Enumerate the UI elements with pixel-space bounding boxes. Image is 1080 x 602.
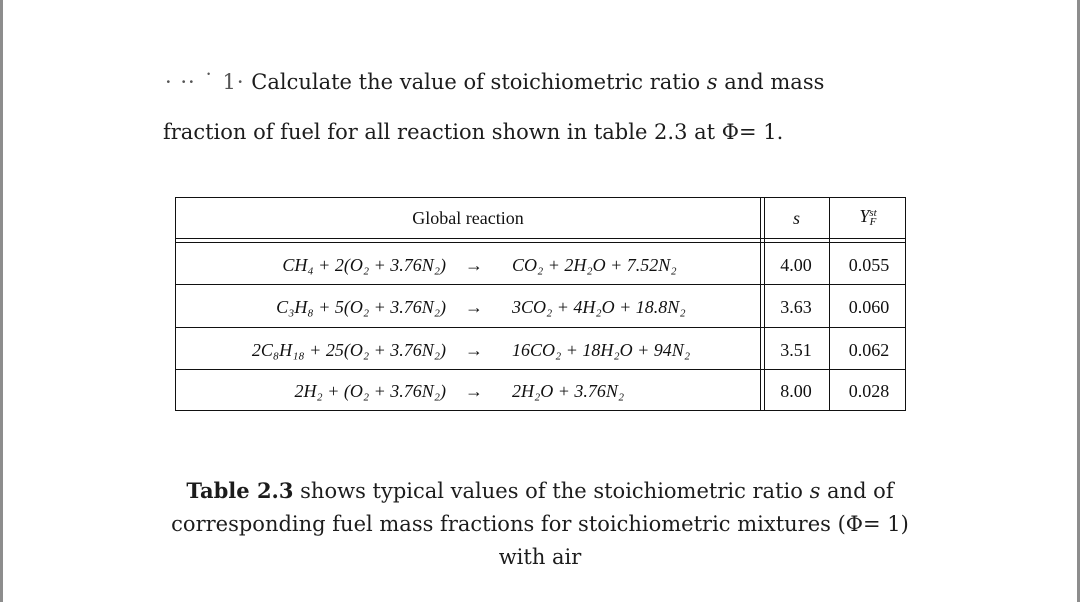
- row-1-arrow: →: [465, 255, 483, 275]
- row-2-products: 3CO₂ + 4H₂O + 18.8N₂: [512, 297, 686, 317]
- caption-table-label: Table 2.3: [186, 478, 294, 503]
- row-2-y: 0.060: [848, 297, 890, 317]
- row-2-s: 3.63: [780, 297, 812, 317]
- row-4-y: 0.028: [848, 381, 890, 401]
- header-y-fuel-mass-fraction: Y st F: [859, 206, 877, 228]
- caption-line-2: corresponding fuel mass fractions for stoichiometric mixtures (Φ= 1): [171, 512, 909, 536]
- question-line-1: [165, 70, 824, 94]
- table-caption: [150, 474, 930, 574]
- caption-s-symbol: s: [809, 479, 821, 503]
- row-4-arrow: →: [465, 381, 483, 401]
- column-rule-3: [829, 198, 830, 410]
- header-global-reaction: Global reaction: [412, 208, 524, 228]
- row-4-products: 2H₂O + 3.76N₂: [512, 381, 625, 401]
- header-rule-2: [176, 242, 905, 243]
- column-rule-1: [760, 198, 761, 410]
- question-text-b: and mass: [717, 70, 825, 94]
- header-s: s: [792, 208, 800, 228]
- row-rule-1: [176, 284, 905, 285]
- row-3-s: 3.51: [780, 340, 812, 360]
- row-3-arrow: →: [465, 340, 483, 360]
- row-4-reactants: 2H₂ + (O₂ + 3.76N₂): [294, 381, 446, 401]
- question-s-symbol: s: [706, 70, 718, 94]
- caption-line-3: with air: [498, 545, 582, 569]
- question-line-2: fraction of fuel for all reaction shown in table 2.3 at Φ= 1.: [163, 120, 784, 144]
- left-frame-border: [0, 0, 3, 602]
- row-1-products: CO₂ + 2H₂O + 7.52N₂: [512, 255, 677, 275]
- reaction-table: [175, 197, 906, 411]
- row-4-s: 8.00: [780, 381, 812, 401]
- row-2-reactants: C₃H₈ + 5(O₂ + 3.76N₂): [276, 297, 446, 317]
- row-1-reactants: CH₄ + 2(O₂ + 3.76N₂): [282, 255, 446, 275]
- row-rule-2: [176, 327, 905, 328]
- row-3-y: 0.062: [848, 340, 890, 360]
- row-3-reactants: 2C₈H₁₈ + 25(O₂ + 3.76N₂): [251, 340, 446, 360]
- row-2-arrow: →: [465, 297, 483, 317]
- question-number: · ·· ˙ 1·: [165, 70, 245, 94]
- row-rule-3: [176, 369, 905, 370]
- question-text-a: Calculate the value of stoichiometric ratio: [251, 70, 707, 94]
- row-1-s: 4.00: [780, 255, 812, 275]
- caption-line-1: Table 2.3 shows typical values of the stoichiometric ratio s and of: [186, 478, 894, 503]
- row-3-products: 16CO₂ + 18H₂O + 94N₂: [512, 340, 691, 360]
- header-rule-1: [176, 238, 905, 239]
- row-1-y: 0.055: [848, 255, 890, 275]
